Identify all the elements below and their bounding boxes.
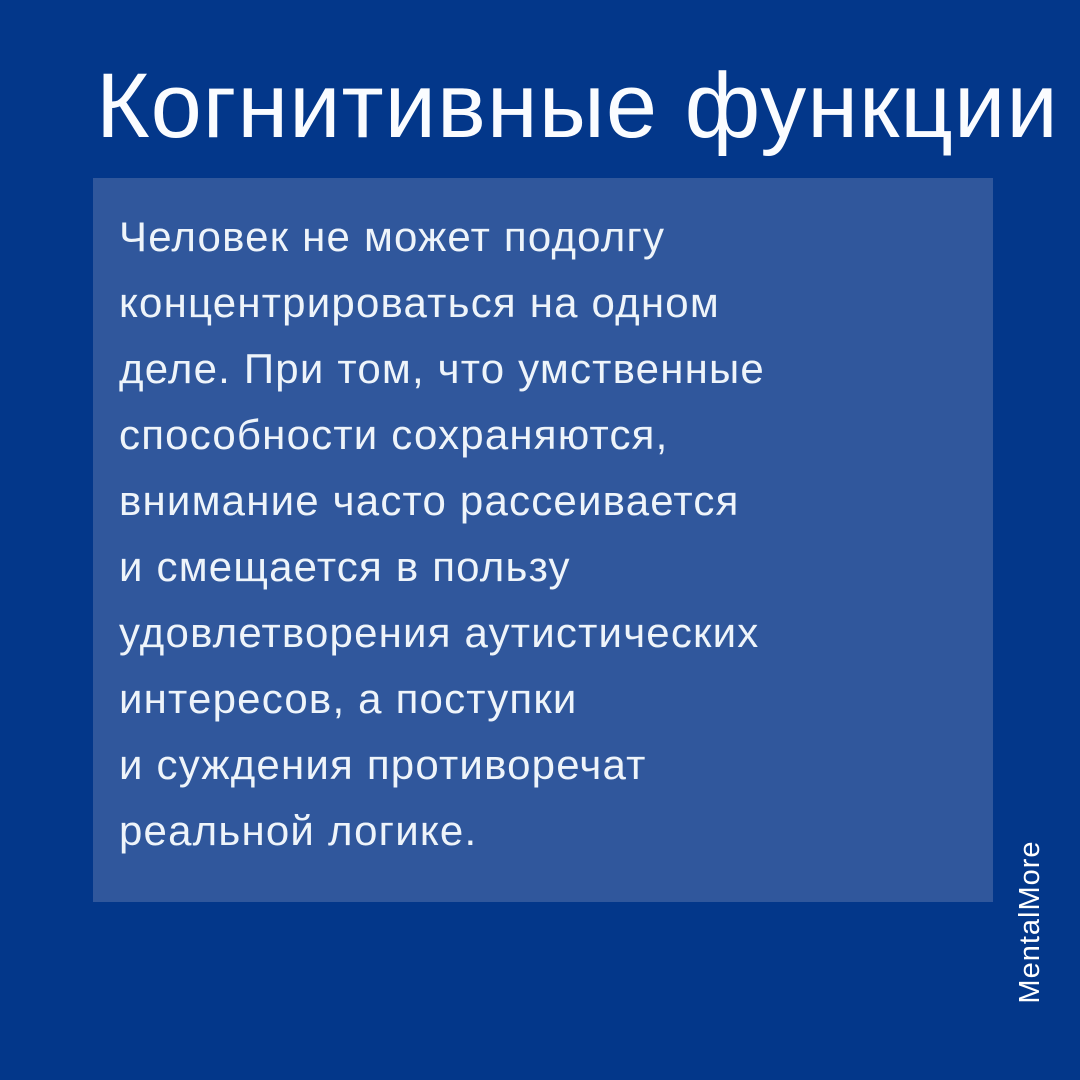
body-line: деле. При том, что умственные	[119, 345, 765, 392]
text-panel	[93, 178, 993, 902]
body-line: концентрироваться на одном	[119, 279, 720, 326]
body-line: и смещается в пользу	[119, 543, 571, 590]
body-line: способности сохраняются,	[119, 411, 669, 458]
brand-watermark: MentalMore	[1013, 840, 1046, 1004]
body-line: удовлетворения аутистических	[119, 609, 760, 656]
body-line: интересов, а поступки	[119, 675, 578, 722]
body-line: Человек не может подолгу	[119, 213, 666, 260]
body-line: внимание часто рассеивается	[119, 477, 740, 524]
body-line: реальной логике.	[119, 807, 478, 854]
page-title: Когнитивные функции	[96, 55, 1059, 157]
body-line: и суждения противоречат	[119, 741, 647, 788]
